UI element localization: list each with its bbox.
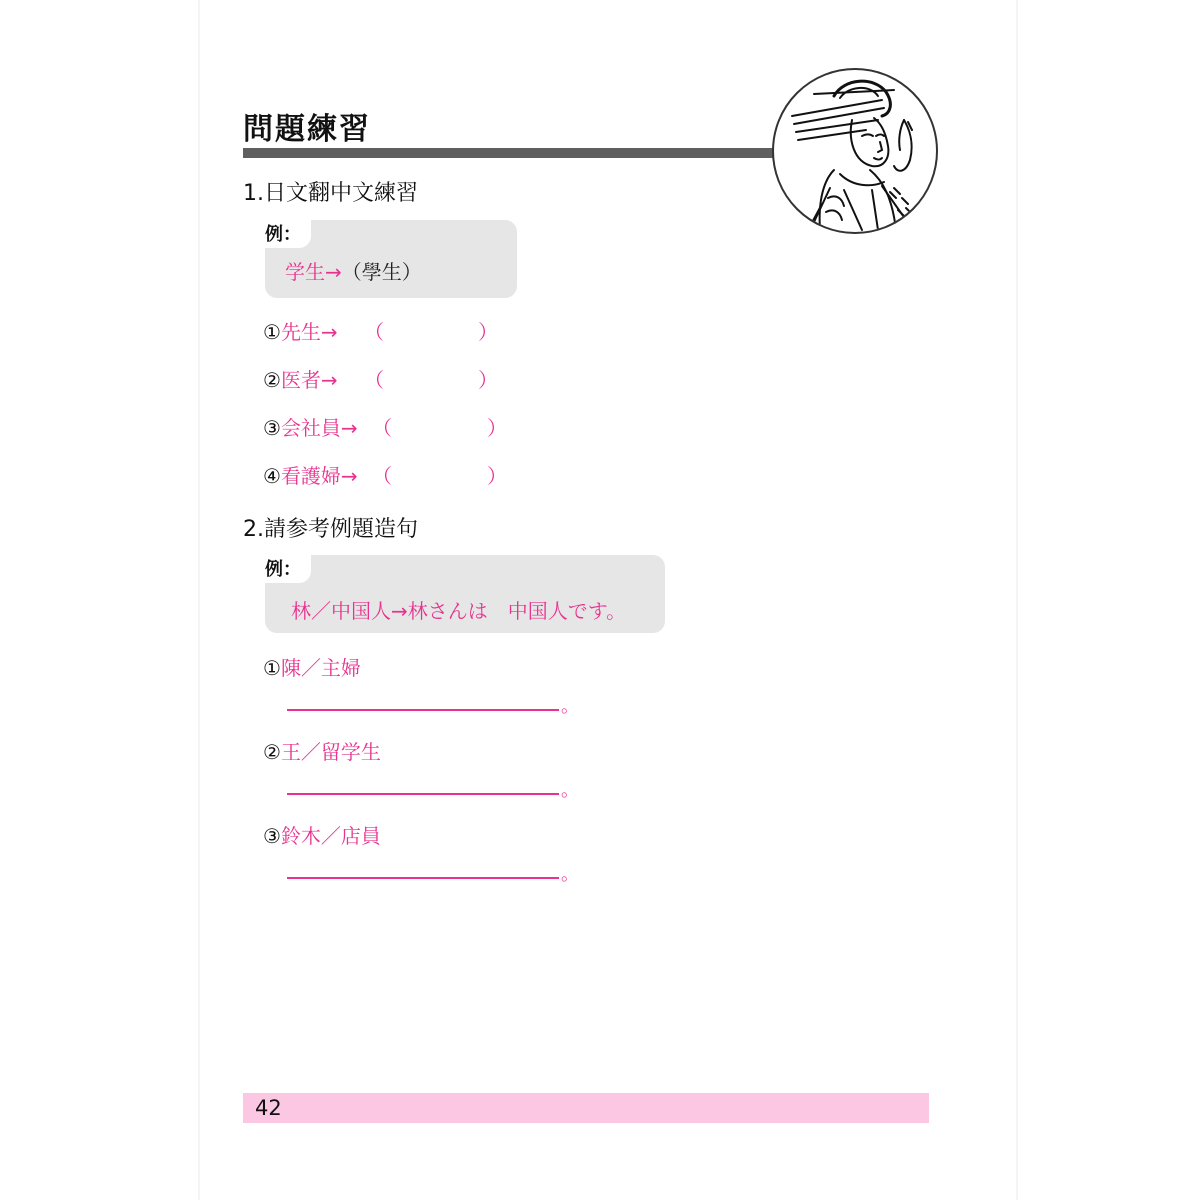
translation-item-4 (263, 460, 358, 489)
answer-paren-close: ） (487, 464, 507, 488)
example-answer: （學生） (341, 260, 422, 284)
sentence-item-1 (263, 652, 361, 681)
answer-paren-open: （ (364, 368, 384, 392)
example-box-2 (265, 555, 665, 633)
answer-period: 。 (561, 780, 579, 801)
page-edge-left (198, 0, 200, 1200)
section-1-heading: 1.日文翻中文練習 (243, 181, 418, 206)
translation-item-2 (263, 364, 338, 393)
answer-paren-open: （ (372, 416, 392, 440)
item-prompt: 鈴木／店員 (280, 824, 381, 848)
answer-line[interactable] (287, 793, 559, 795)
item-number: ② (263, 740, 281, 764)
page-title: 問題練習 (243, 112, 371, 147)
item-number: ④ (263, 464, 281, 488)
item-number: ① (263, 656, 281, 680)
item-number: ③ (263, 416, 281, 440)
answer-paren-open: （ (372, 464, 392, 488)
answer-line[interactable] (287, 709, 559, 711)
translation-item-3 (263, 412, 358, 441)
translation-item-1 (263, 316, 338, 345)
item-number: ① (263, 320, 281, 344)
item-number: ② (263, 368, 281, 392)
title-underline-bar (243, 148, 803, 158)
answer-paren-open: （ (364, 320, 384, 344)
example-label: 例： (265, 555, 311, 583)
example-sentence: 林／中国人→林さんは 中国人です。 (291, 599, 627, 623)
example-word: 学生→ (285, 260, 342, 284)
ukiyoe-woman-portrait-icon (772, 68, 938, 234)
item-prompt: 陳／主婦 (280, 656, 361, 680)
sentence-item-2 (263, 736, 381, 765)
answer-period: 。 (561, 696, 579, 717)
answer-paren-close: ） (478, 368, 498, 392)
item-word: 看護婦→ (280, 464, 358, 488)
example-label: 例： (265, 220, 311, 248)
section-2-heading: 2.請参考例題造句 (243, 517, 418, 542)
footer-bar (243, 1093, 929, 1123)
item-prompt: 王／留学生 (280, 740, 381, 764)
example-box-1 (265, 220, 517, 298)
page-number: 42 (255, 1096, 282, 1120)
answer-line[interactable] (287, 877, 559, 879)
answer-paren-close: ） (478, 320, 498, 344)
item-word: 会社員→ (280, 416, 358, 440)
page-edge-right (1016, 0, 1018, 1200)
item-word: 医者→ (280, 368, 338, 392)
example-sentence (285, 256, 422, 285)
item-number: ③ (263, 824, 281, 848)
answer-paren-close: ） (487, 416, 507, 440)
item-word: 先生→ (280, 320, 338, 344)
sentence-item-3 (263, 820, 381, 849)
answer-period: 。 (561, 864, 579, 885)
